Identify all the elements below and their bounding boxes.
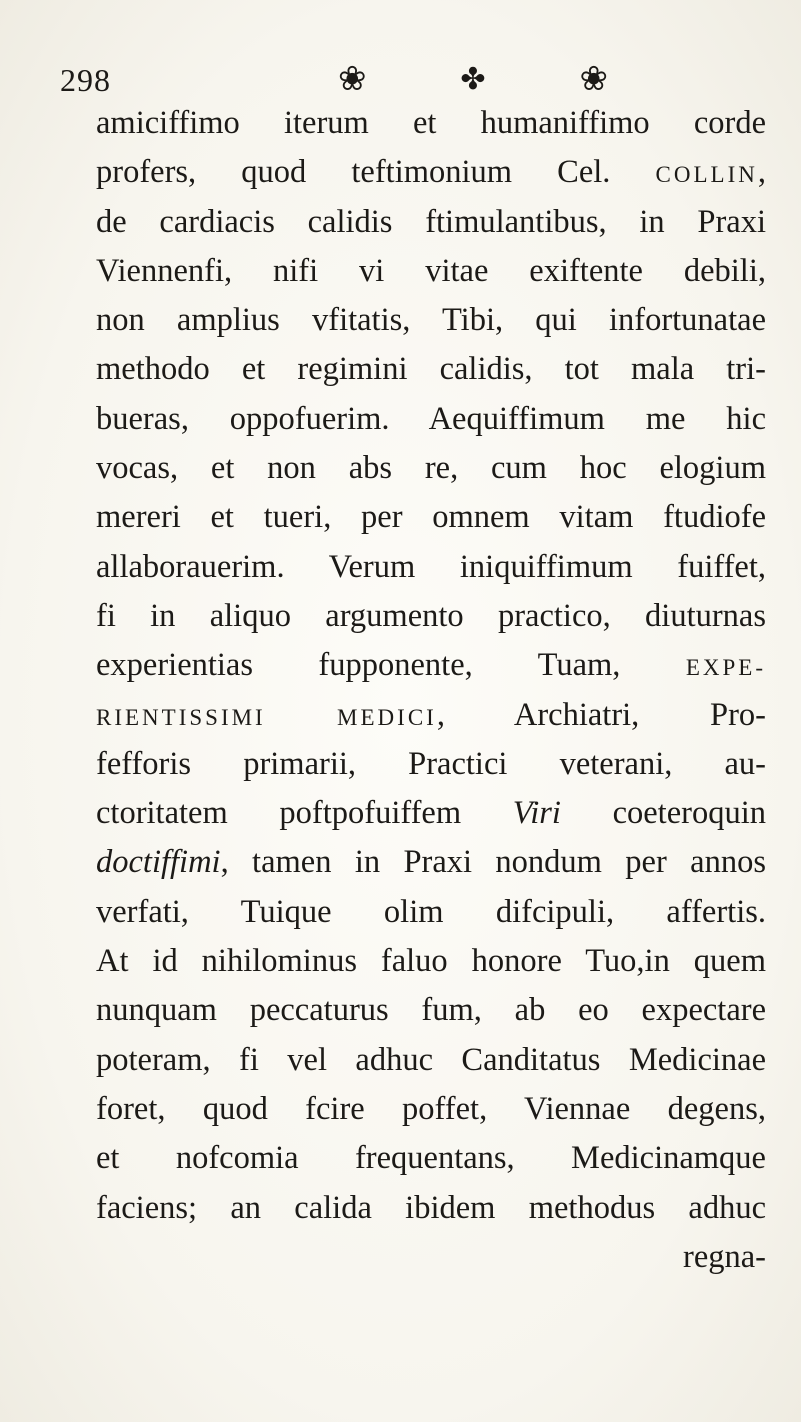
text-run: faciens; an calida ibidem methodus adhuc	[96, 1189, 766, 1226]
text-run: poteram, fi vel adhuc Canditatus Medicinae	[96, 1041, 766, 1078]
text-line	[96, 395, 766, 444]
text-line	[96, 986, 766, 1035]
text-run: de cardiacis calidis ftimulantibus, in Praxi	[96, 203, 766, 240]
header-ornaments	[338, 58, 608, 102]
text-line	[96, 493, 766, 542]
text-run: bueras, oppofuerim. Aequiffimum me hic	[96, 400, 766, 437]
text-line	[96, 838, 766, 887]
text-run: amiciffimo iterum et humaniffimo corde	[96, 105, 766, 141]
text-line	[96, 345, 766, 394]
text-run: methodo et regimini calidis, tot mala tri-	[96, 351, 766, 388]
text-line	[96, 543, 766, 592]
text-run: profers, quod teftimonium Cel.	[96, 154, 656, 191]
text-run: allaborauerim. Verum iniquiffimum fuiffet,	[96, 548, 766, 585]
text-line	[96, 444, 766, 493]
text-run: fefforis primarii, Practici veterani, au-	[96, 745, 766, 782]
text-run: Viennenfi, nifi vi vitae exiftente debili,	[96, 252, 766, 289]
body-text	[96, 99, 766, 1282]
flower-ornament-icon: ❀	[579, 61, 608, 98]
text-run: At id nihilominus faluo honore Tuo,in quem	[96, 943, 766, 980]
text-run: ctoritatem poftpofuiffem	[96, 795, 513, 832]
text-run: fi in aliquo argumento practico, diuturnas	[96, 597, 766, 634]
text-line	[96, 1233, 766, 1282]
text-line	[96, 99, 766, 148]
text-line	[96, 1085, 766, 1134]
text-line	[96, 1036, 766, 1085]
text-line	[96, 937, 766, 986]
text-run: vocas, et non abs re, cum hoc elogium	[96, 450, 766, 487]
text-run: verfati, Tuique olim difcipuli, affertis.	[96, 893, 766, 930]
text-run: , Archiatri, Pro-	[436, 696, 766, 733]
text-run: ,	[757, 154, 766, 191]
text-run: coeteroquin	[560, 795, 766, 832]
text-run: nunquam peccaturus fum, ab eo expectare	[96, 992, 766, 1029]
text-run: non amplius vfitatis, Tibi, qui infortunatae	[96, 302, 766, 339]
text-line	[96, 789, 766, 838]
star-ornament-icon: ✤	[460, 63, 486, 96]
text-line	[96, 198, 766, 247]
text-run: foret, quod fcire poffet, Viennae degens,	[96, 1090, 766, 1127]
text-line	[96, 148, 766, 197]
text-run: experientias fupponente, Tuam,	[96, 647, 686, 684]
small-caps-name: EXPE-	[685, 655, 766, 681]
text-line	[96, 592, 766, 641]
italic-word: doctiffimi	[96, 844, 221, 881]
text-line	[96, 1184, 766, 1233]
text-run: mereri et tueri, per omnem vitam ftudiofe	[96, 499, 766, 536]
text-line	[96, 641, 766, 690]
text-line	[96, 691, 766, 740]
text-line	[96, 247, 766, 296]
page-number: 298	[60, 62, 111, 98]
text-line	[96, 740, 766, 789]
text-line	[96, 296, 766, 345]
text-line	[96, 888, 766, 937]
text-line	[96, 1134, 766, 1183]
text-run: , tamen in Praxi nondum per annos	[220, 844, 766, 881]
text-run: et nofcomia frequentans, Medicinamque	[96, 1140, 766, 1177]
small-caps-name: RIENTISSIMI MEDICI	[96, 704, 437, 730]
italic-word: Viri	[512, 795, 561, 832]
text-run: regna-	[683, 1238, 766, 1275]
flower-ornament-icon: ❀	[338, 61, 367, 98]
small-caps-name: COLLIN	[655, 162, 758, 188]
